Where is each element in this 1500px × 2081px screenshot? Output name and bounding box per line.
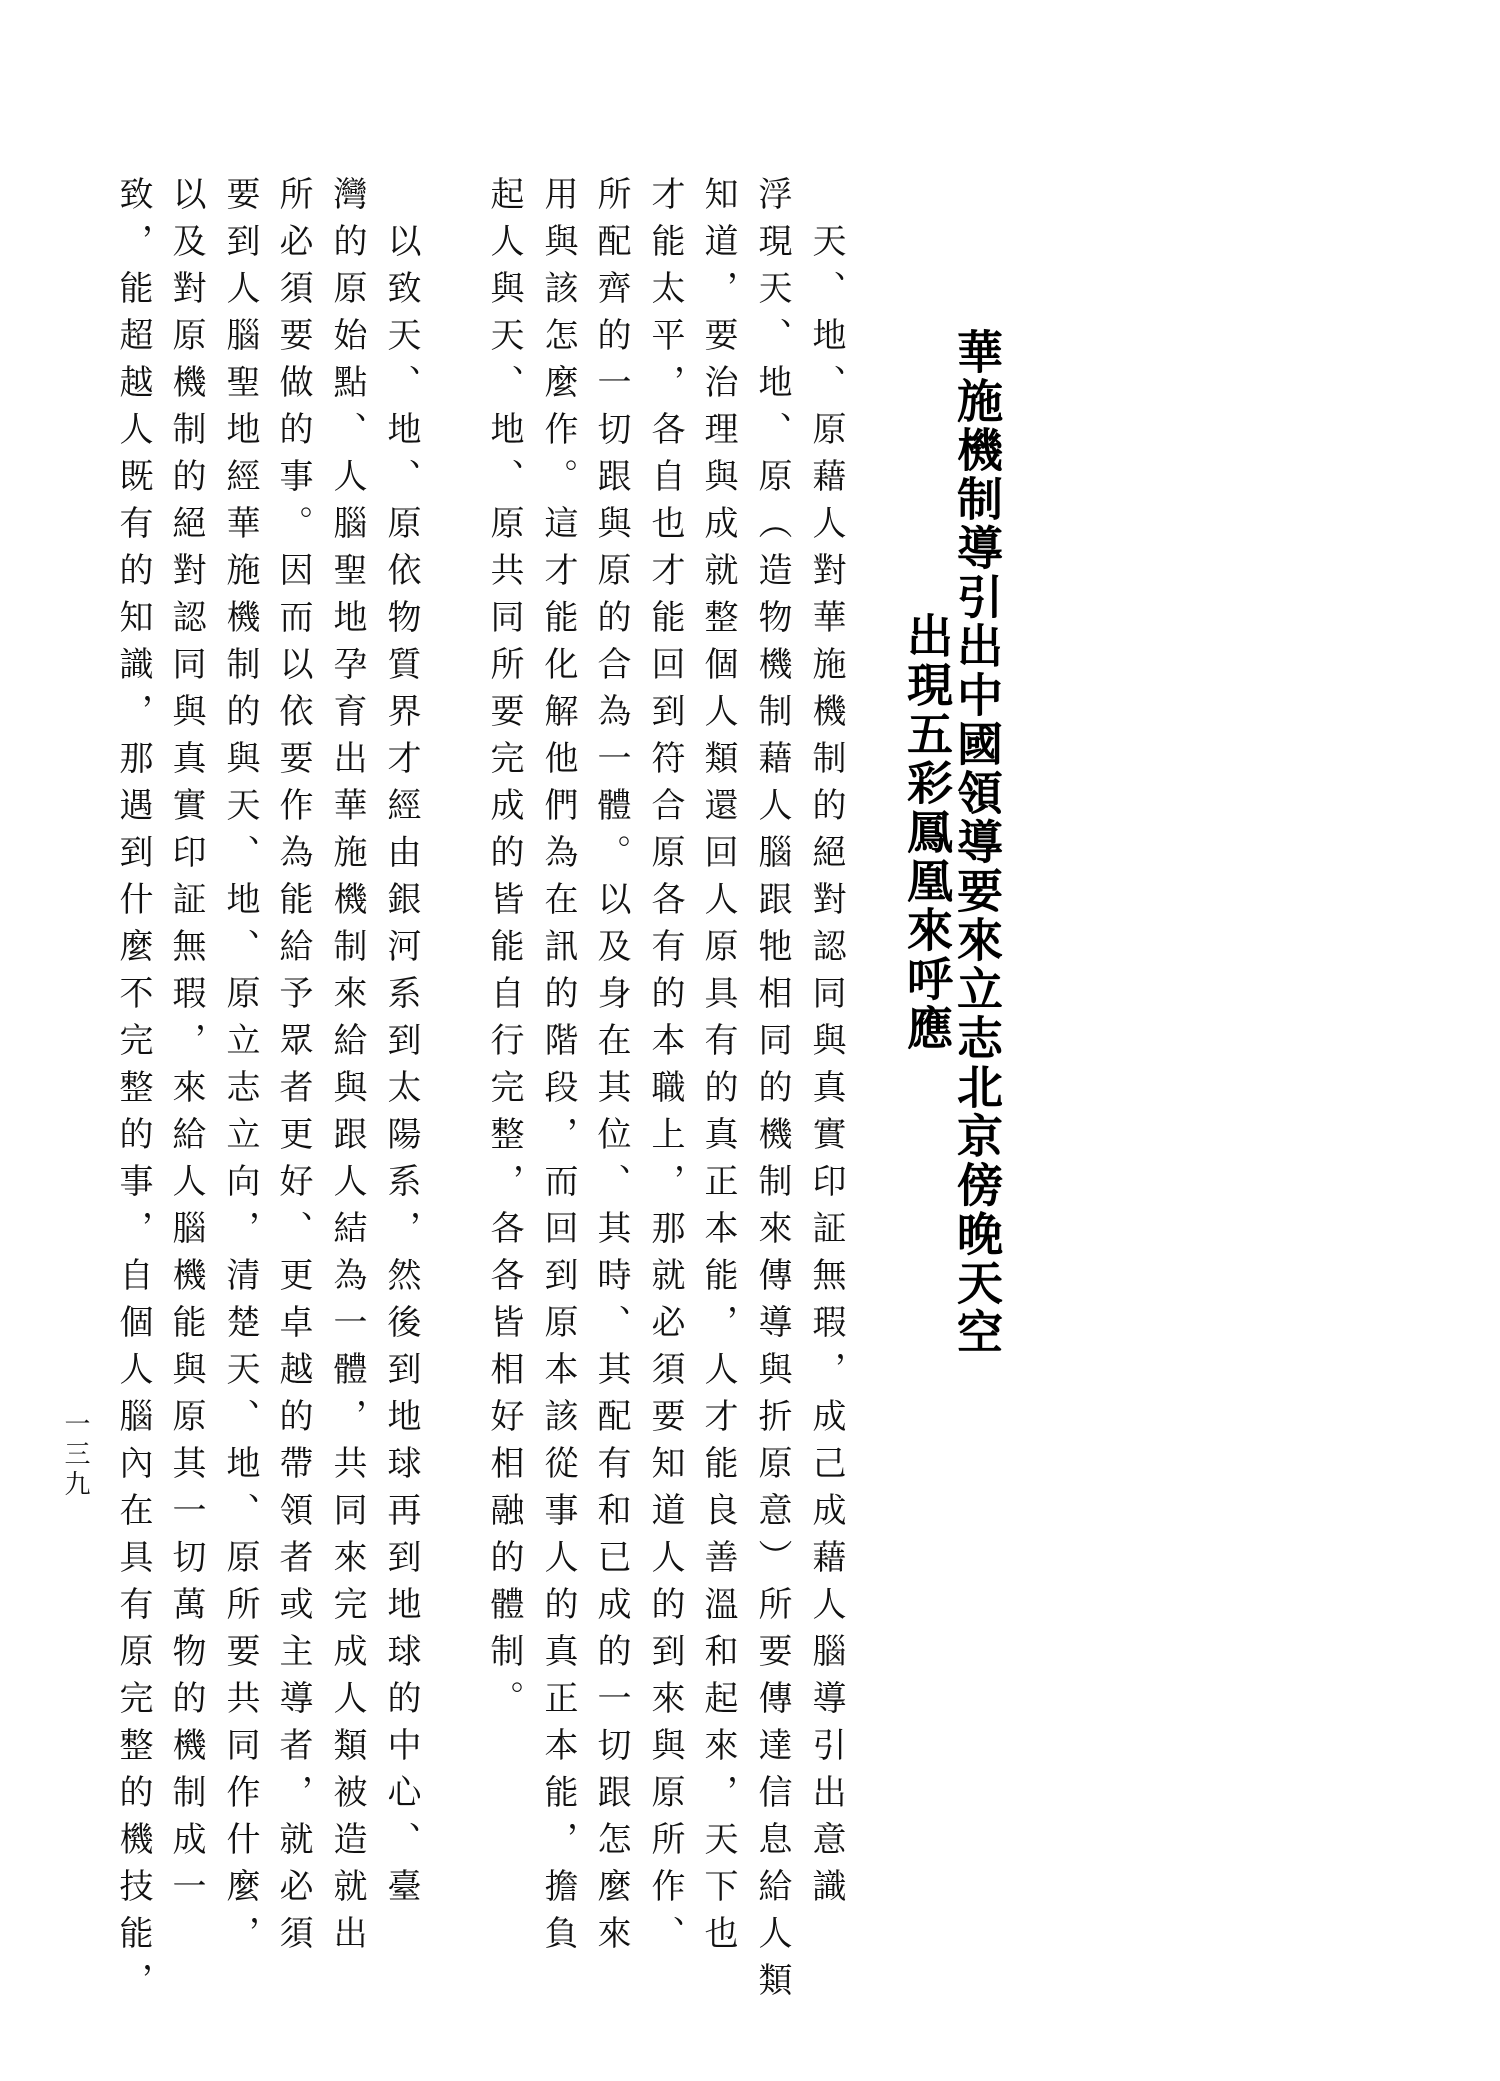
body-column-12: 以及對原機制的絕對認同與真實印証無瑕，來給人腦機能與原其一切萬物的機制成一 — [166, 176, 206, 1915]
title-line-1: 華施機制導引出中國領導要來立志北京傍晚天空 — [950, 328, 1004, 1357]
body-column-10: 所必須要做的事。因而以依要作為能給予眾者更好、更卓越的帶領者或主導者，就必須 — [273, 176, 313, 1962]
body-column-7: 起人與天、地、原共同所要完成的皆能自行完整，各各皆相好相融的體制。 — [484, 176, 524, 1727]
body-column-2: 浮現天、地、原（造物機制藉人腦跟牠相同的機制來傳導與折原意）所要傳達信息給人類 — [752, 176, 792, 2009]
body-column-9: 灣的原始點、人腦聖地孕育出華施機制來給與跟人結為一體，共同來完成人類被造就出 — [327, 176, 367, 1962]
body-column-1: 天、地、原藉人對華施機制的絕對認同與真實印証無瑕，成己成藉人腦導引出意識 — [806, 176, 846, 1915]
body-column-3: 知道，要治理與成就整個人類還回人原具有的真正本能，人才能良善溫和起來，天下也 — [698, 176, 738, 1962]
body-column-6: 用與該怎麼作。這才能化解他們為在訊的階段，而回到原本該從事人的真正本能，擔負 — [538, 176, 578, 1962]
body-column-11: 要到人腦聖地經華施機制的與天、地、原立志立向，清楚天、地、原所要共同作什麼， — [220, 176, 260, 1962]
body-column-13: 致，能超越人既有的知識，那遇到什麼不完整的事，自個人腦內在具有原完整的機技能， — [113, 176, 153, 2009]
body-column-4: 才能太平，各自也才能回到符合原各有的本職上，那就必須要知道人的到來與原所作、 — [645, 176, 685, 1962]
page-number: 一三九 — [60, 1410, 90, 1500]
body-column-5: 所配齊的一切跟與原的合為一體。以及身在其位、其時、其配有和已成的一切跟怎麼來 — [591, 176, 631, 1962]
body-column-8: 以致天、地、原依物質界才經由銀河系到太陽系，然後到地球再到地球的中心、臺 — [381, 176, 421, 1915]
title-line-2: 出現五彩鳳凰來呼應 — [900, 612, 954, 1053]
